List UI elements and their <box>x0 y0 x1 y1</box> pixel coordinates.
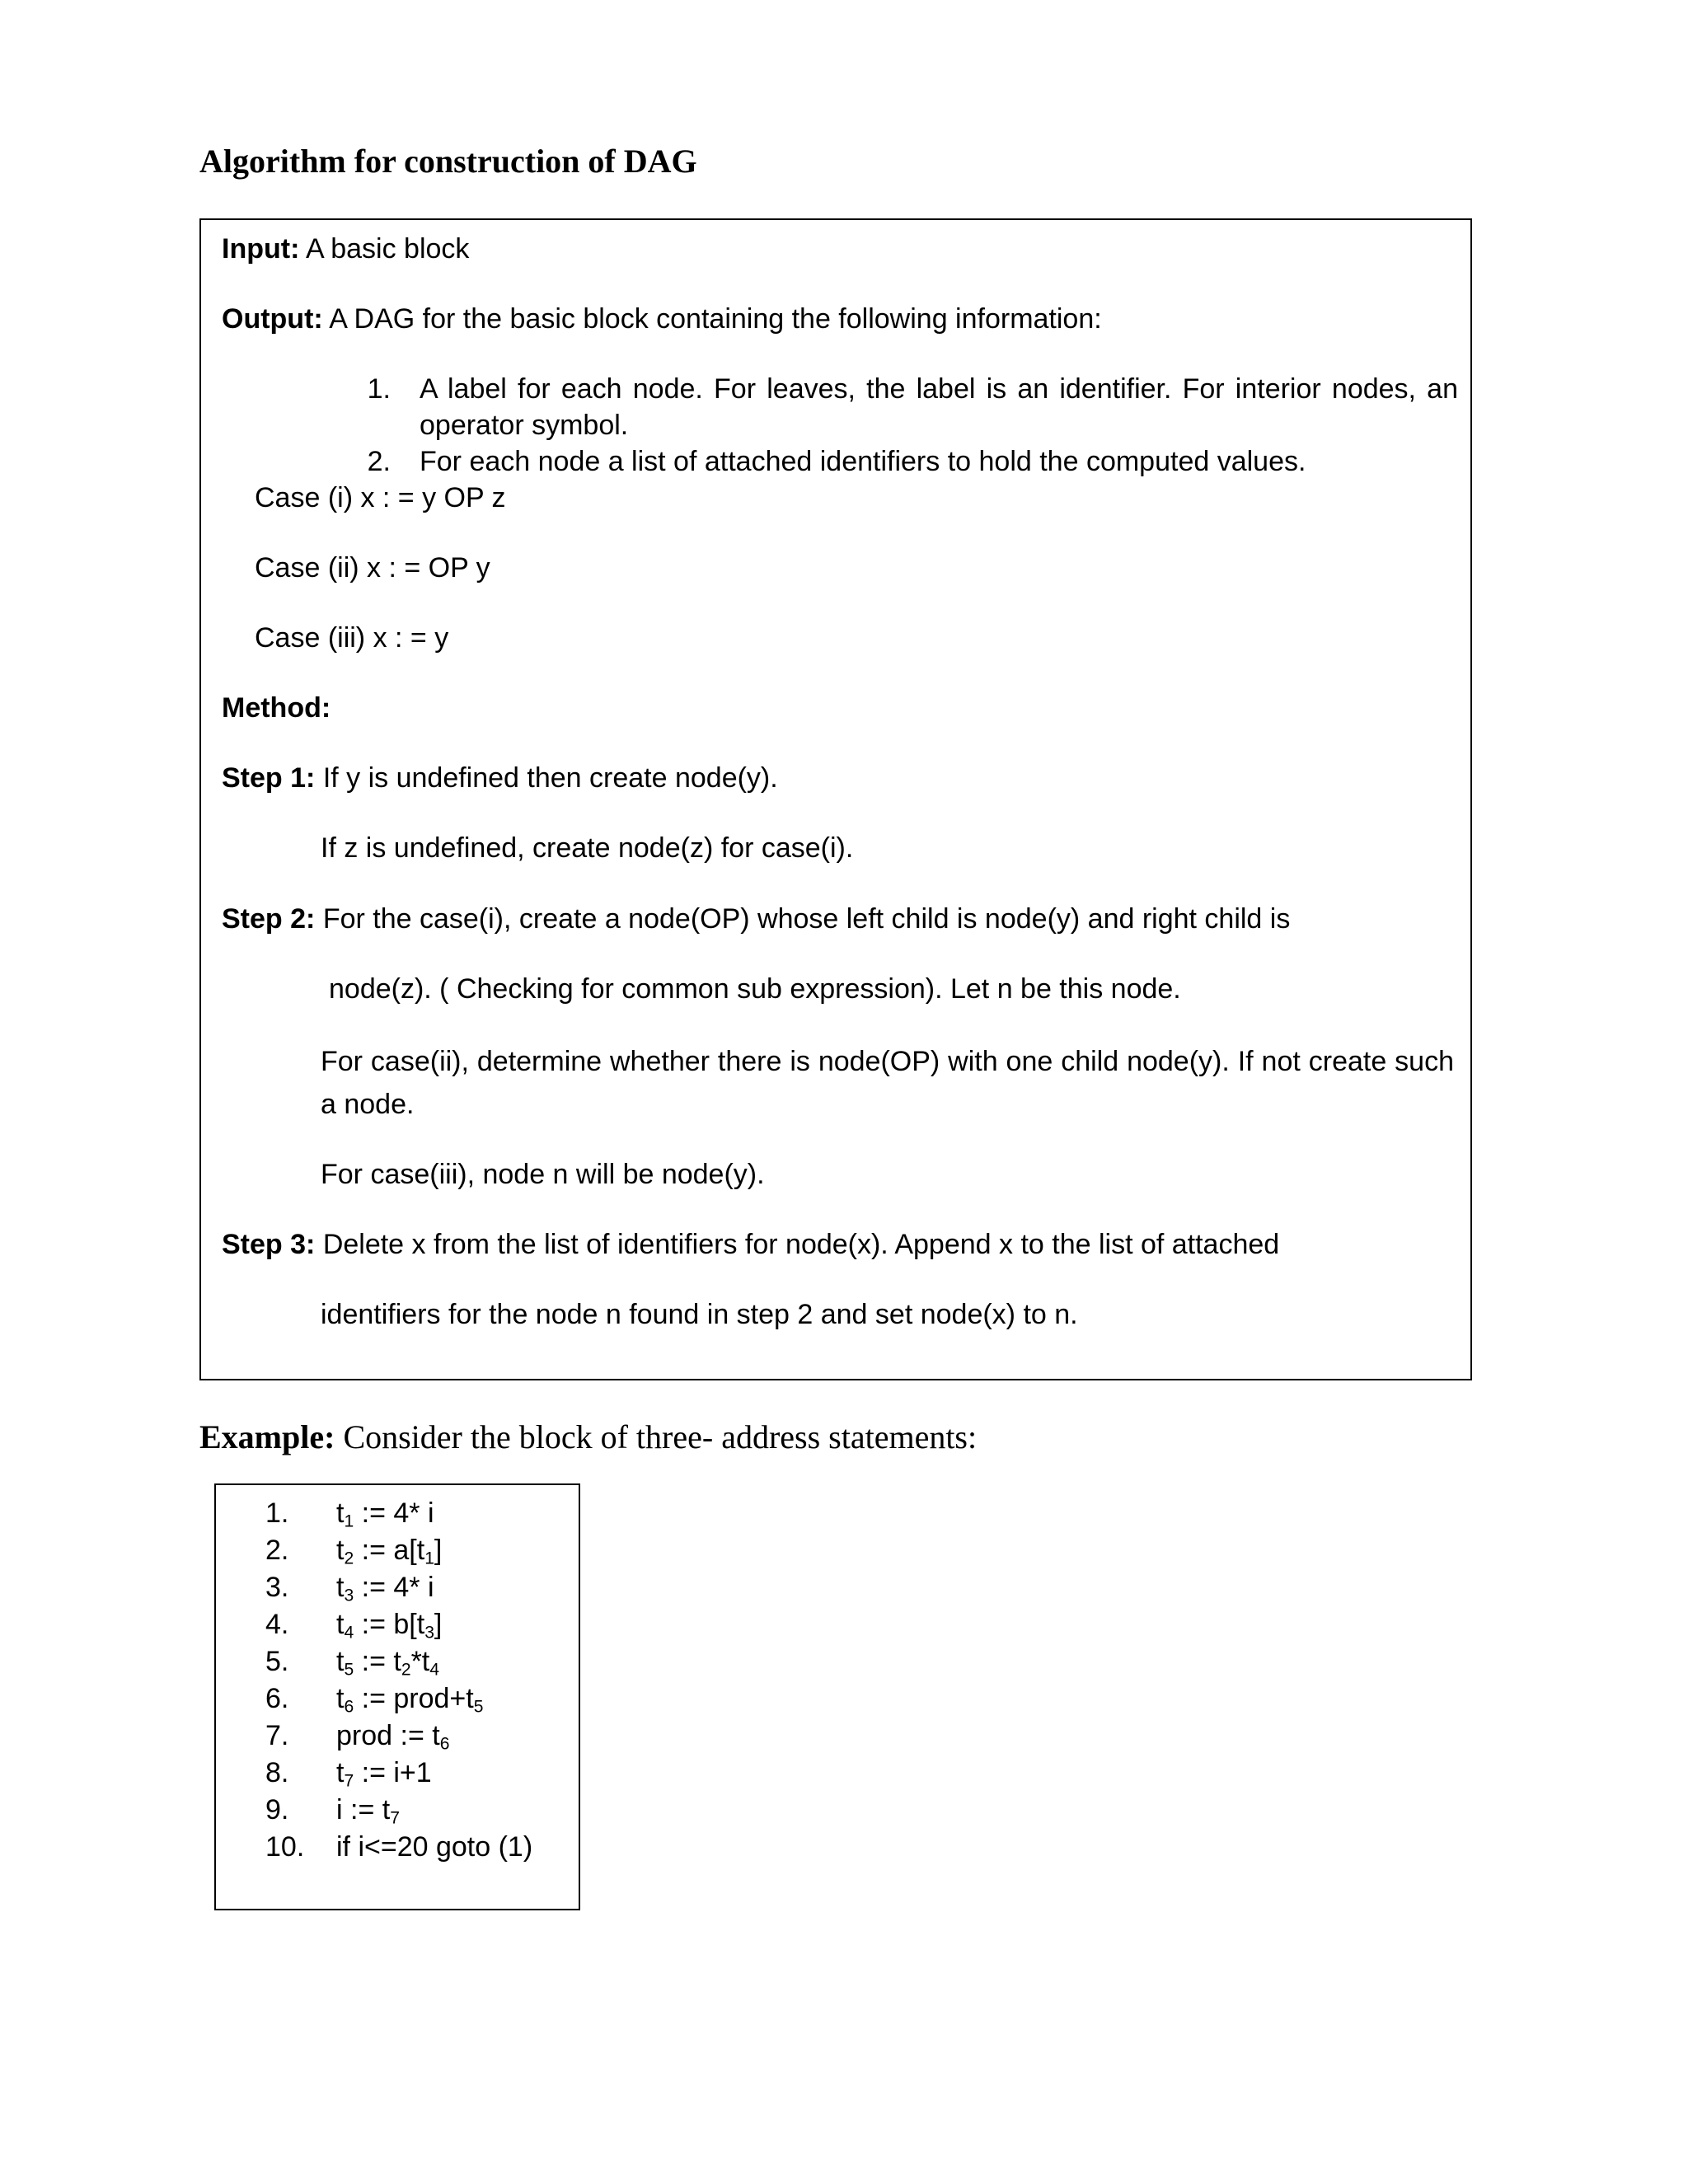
code-statement <box>216 1829 579 1866</box>
output-item-number: 1. <box>367 373 391 405</box>
statement-number: 9. <box>265 1794 289 1825</box>
step1-text: If y is undefined then create node(y). <box>322 762 778 794</box>
code-statement <box>216 1495 579 1532</box>
code-statement <box>216 1569 579 1606</box>
example-heading <box>199 1418 977 1457</box>
step3-continuation: identifiers for the node n found in step 2 and set node(x) to n. <box>321 1299 1078 1330</box>
statement-text: $t_6$ := $prod+t_5$ <box>336 1683 484 1717</box>
example-label: Example: <box>199 1418 335 1455</box>
statement-text: $t_2$ := $a[t_1]$ <box>336 1535 443 1568</box>
statement-number: 8. <box>265 1757 289 1788</box>
statement-text: prod := $t_6$ <box>336 1720 450 1754</box>
statement-number: 1. <box>265 1497 289 1529</box>
code-statement <box>216 1718 579 1755</box>
output-item: For each node a list of attached identifiers to hold the computed values. <box>420 446 1306 477</box>
step2-continuation: node(z). ( Checking for common sub expression). Let n be this node. <box>329 973 1181 1005</box>
statement-text: $t_4$ := $b[t_3]$ <box>336 1609 443 1643</box>
step3-text: Delete x from the list of identifiers for node(x). Append x to the list of attached <box>322 1229 1280 1260</box>
code-statement <box>216 1643 579 1680</box>
statement-number: 3. <box>265 1572 289 1603</box>
input-text: A basic block <box>305 233 470 265</box>
step2-line <box>222 901 1290 937</box>
statement-text: $t_5$ := $t_2*t_4$ <box>336 1646 439 1680</box>
output-line <box>222 301 1102 337</box>
code-statement <box>216 1606 579 1643</box>
step2-label: Step 2: <box>222 903 316 935</box>
step1-label: Step 1: <box>222 762 316 794</box>
input-line <box>222 231 469 267</box>
step1-line <box>222 760 778 796</box>
code-block-box <box>214 1483 580 1910</box>
algorithm-box <box>199 218 1472 1380</box>
statement-text: if i<=20 goto (1) <box>336 1831 533 1863</box>
code-statement <box>216 1532 579 1569</box>
code-statement <box>216 1755 579 1792</box>
statement-number: 2. <box>265 1535 289 1566</box>
output-item-number: 2. <box>367 446 391 477</box>
output-label: Output: <box>222 303 323 335</box>
method-heading <box>222 690 331 726</box>
statement-number: 4. <box>265 1609 289 1640</box>
case-line: Case (ii) x : = OP y <box>255 552 490 583</box>
statement-number: 10. <box>265 1831 305 1863</box>
code-statement <box>216 1680 579 1718</box>
statement-text: $t_1$ := 4* i <box>336 1497 434 1531</box>
step2-case2: For case(ii), determine whether there is node(OP) with one child node(y). If not create such a node. <box>321 1046 1454 1120</box>
input-label: Input: <box>222 233 300 265</box>
statement-number: 7. <box>265 1720 289 1751</box>
statement-text: $t_3$ := 4* i <box>336 1572 434 1605</box>
step3-line <box>222 1226 1279 1263</box>
step3-label: Step 3: <box>222 1229 316 1260</box>
statement-text: $t_7$ := i+1 <box>336 1757 432 1791</box>
step1-subline: If z is undefined, create node(z) for case(i). <box>321 832 854 864</box>
statement-number: 5. <box>265 1646 289 1677</box>
case-line: Case (iii) x : = y <box>255 622 449 654</box>
case-line: Case (i) x : = y OP z <box>255 482 506 513</box>
step2-text: For the case(i), create a node(OP) whose left child is node(y) and right child is <box>322 903 1291 935</box>
statement-text: i := $t_7$ <box>336 1794 400 1828</box>
method-label: Method: <box>222 692 331 724</box>
statement-number: 6. <box>265 1683 289 1714</box>
code-statement <box>216 1792 579 1829</box>
output-item: A label for each node. For leaves, the label is an identifier. For interior nodes, an operator symbol. <box>420 373 1458 441</box>
example-text: Consider the block of three- address statements: <box>343 1418 978 1455</box>
output-text: A DAG for the basic block containing the following information: <box>329 303 1102 335</box>
page-title: Algorithm for construction of DAG <box>199 143 697 180</box>
step2-case3: For case(iii), node n will be node(y). <box>321 1159 765 1190</box>
